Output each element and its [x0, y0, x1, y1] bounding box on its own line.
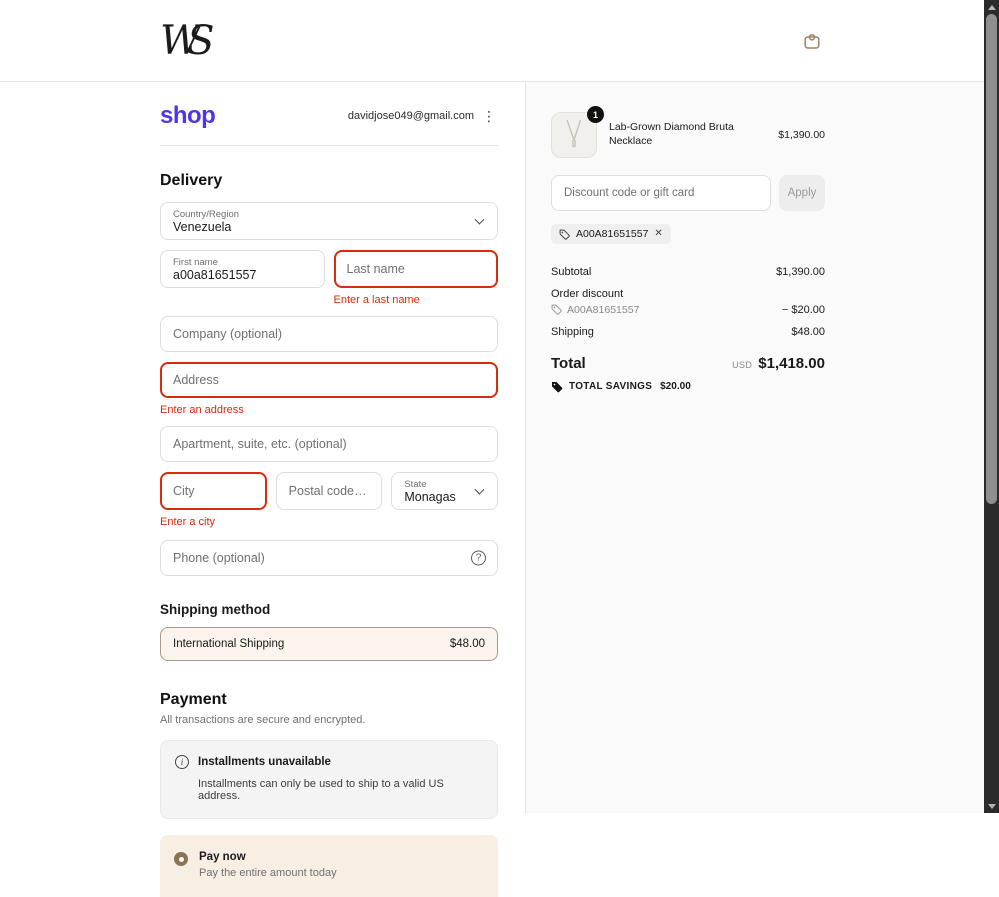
order-discount-code: A00A81651557	[567, 303, 640, 316]
shop-pay-bar	[160, 102, 498, 146]
last-name-error: Enter a last name	[333, 294, 420, 306]
savings-value: $20.00	[660, 381, 691, 392]
phone-help-icon[interactable]: ?	[471, 551, 486, 566]
total-currency: USD	[732, 359, 753, 370]
subtotal-value: $1,390.00	[776, 265, 825, 278]
subtotal-label: Subtotal	[551, 265, 592, 278]
address-input[interactable]	[173, 373, 485, 387]
shipping-method-heading: Shipping method	[160, 602, 271, 617]
installments-title: Installments unavailable	[198, 756, 331, 768]
state-value: Monagas	[404, 489, 456, 504]
company-input[interactable]	[173, 327, 485, 341]
store-logo-monogram[interactable]: WS	[160, 17, 201, 64]
shipping-method-price: $48.00	[449, 638, 485, 650]
apply-discount-button[interactable]: Apply	[779, 175, 825, 211]
order-summary-sidebar	[525, 82, 999, 813]
company-field[interactable]	[160, 316, 498, 352]
applied-discount-pill	[551, 224, 671, 244]
cart-button[interactable]	[802, 31, 822, 51]
total-savings	[551, 381, 825, 393]
pay-now-subtitle: Pay the entire amount today	[199, 867, 337, 879]
discount-code-input[interactable]	[551, 175, 771, 211]
order-discount-label: Order discount	[551, 287, 624, 300]
arrow-down-icon	[988, 804, 996, 809]
state-label: State	[404, 478, 427, 490]
shopping-bag-icon	[802, 31, 822, 51]
checkout-form-column	[0, 82, 525, 879]
total-value: $1,418.00	[758, 354, 825, 372]
arrow-up-icon	[988, 5, 996, 10]
tag-icon	[551, 304, 562, 315]
first-name-field[interactable]	[160, 250, 325, 288]
city-input[interactable]	[173, 484, 254, 498]
postal-code-input[interactable]	[289, 484, 370, 498]
city-error: Enter a city	[160, 516, 216, 528]
account-menu-kebab-icon[interactable]: ⋮	[482, 108, 496, 124]
tag-icon	[559, 229, 570, 240]
last-name-field[interactable]	[334, 250, 499, 288]
shipping-value: $48.00	[791, 325, 825, 338]
country-value: Venezuela	[173, 219, 232, 234]
account-area	[348, 107, 498, 125]
phone-field[interactable]	[160, 540, 498, 576]
product-price: $1,390.00	[778, 129, 825, 141]
installments-body: Installments can only be used to ship to a valid US address.	[198, 778, 444, 802]
country-select[interactable]	[160, 202, 498, 240]
necklace-image	[559, 118, 589, 152]
last-name-input[interactable]	[347, 262, 486, 276]
state-select[interactable]	[391, 472, 498, 510]
installments-notice	[160, 740, 498, 819]
shipping-label: Shipping	[551, 325, 594, 338]
country-label: Country/Region	[173, 208, 240, 220]
first-name-label: First name	[173, 256, 218, 268]
apartment-input[interactable]	[173, 437, 485, 451]
vertical-scrollbar[interactable]	[984, 0, 999, 813]
applied-discount-code: A00A81651557	[576, 228, 649, 240]
scrollbar-thumb[interactable]	[986, 14, 997, 504]
pay-now-title: Pay now	[199, 851, 246, 863]
quantity-badge: 1	[587, 106, 604, 123]
pay-now-option[interactable]	[160, 835, 498, 897]
product-thumbnail	[551, 109, 598, 158]
pay-now-radio[interactable]	[174, 852, 188, 866]
store-header	[0, 0, 984, 82]
phone-input[interactable]	[173, 551, 485, 565]
apartment-field[interactable]	[160, 426, 498, 462]
cost-summary	[551, 266, 825, 393]
postal-code-field[interactable]	[276, 472, 383, 510]
order-discount-value: − $20.00	[781, 303, 825, 316]
info-icon: i	[175, 755, 189, 769]
total-label: Total	[551, 354, 586, 372]
address-error: Enter an address	[160, 404, 244, 416]
shipping-method-option[interactable]	[160, 627, 498, 661]
city-field[interactable]	[160, 472, 267, 510]
scroll-down-arrow[interactable]	[984, 799, 999, 813]
remove-discount-icon[interactable]: ✕	[654, 228, 663, 239]
payment-subtitle: All transactions are secure and encrypted.	[160, 714, 366, 726]
payment-heading: Payment	[160, 691, 227, 708]
cart-line-item	[551, 109, 825, 158]
shop-logo[interactable]: shop	[160, 102, 216, 129]
savings-label: TOTAL SAVINGS	[569, 381, 653, 392]
scroll-up-arrow[interactable]	[984, 0, 999, 14]
first-name-value: a00a81651557	[173, 267, 257, 282]
savings-tag-icon	[551, 381, 563, 393]
account-email: davidjose049@gmail.com	[347, 110, 474, 122]
delivery-heading: Delivery	[160, 172, 223, 189]
product-title: Lab-Grown Diamond Bruta Necklace	[609, 121, 734, 147]
address-field[interactable]	[160, 362, 498, 398]
shipping-method-name: International Shipping	[173, 638, 285, 650]
